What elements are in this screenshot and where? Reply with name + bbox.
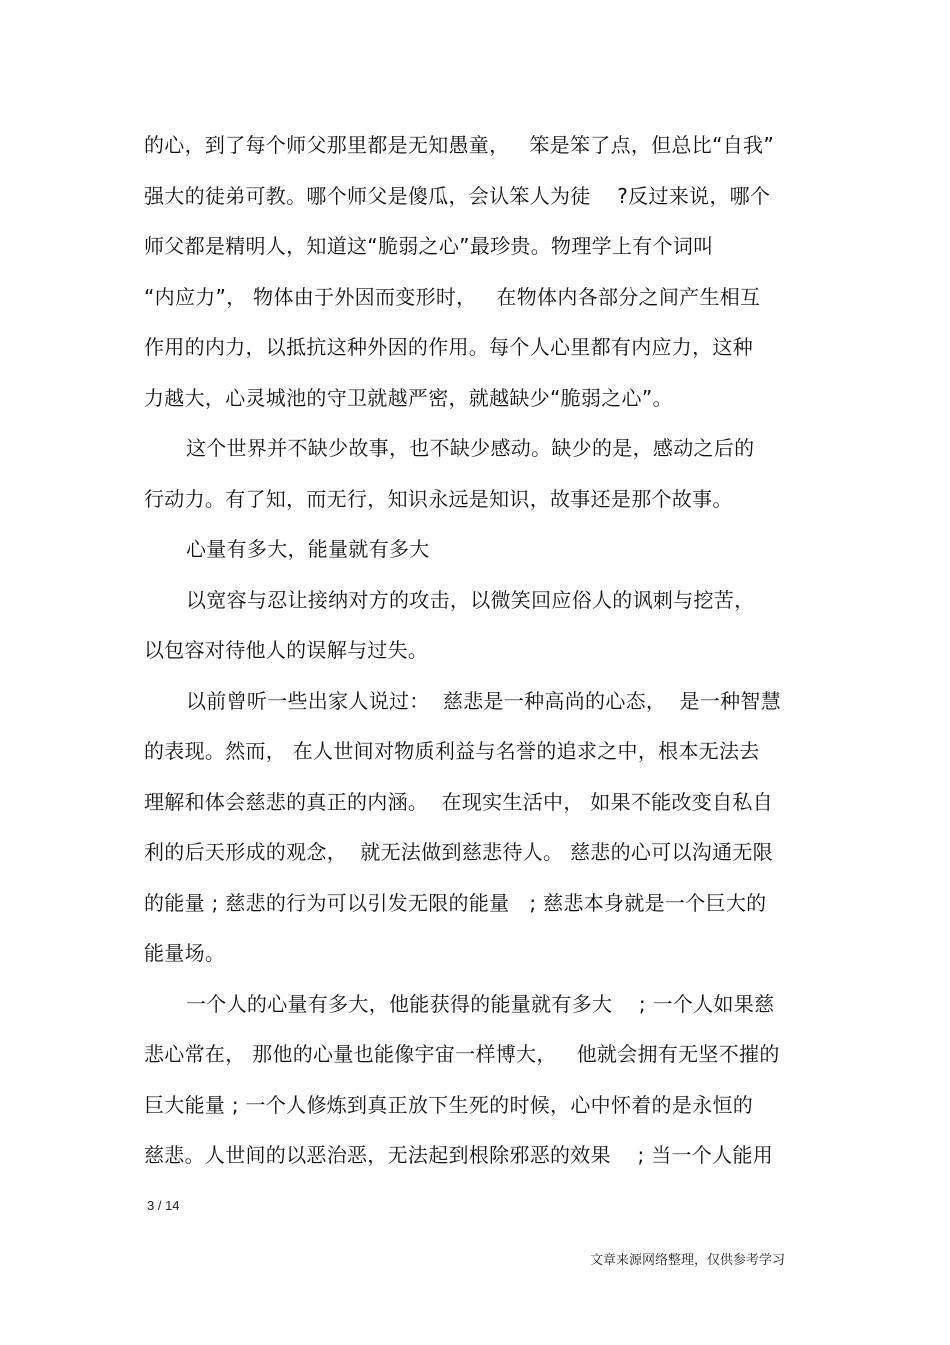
text-line: 行动力。有了知，而无行，知识永远是知识，故事还是那个故事。 (144, 486, 733, 511)
text-line: 以包容对待他人的误解与过失。 (144, 638, 429, 662)
text-line: 悲心常在， 那他的心量也能像宇宙一样博大， 他就会拥有无坚不摧的 (144, 1042, 780, 1066)
text-line: 这个世界并不缺少故事，也不缺少感动。缺少的是，感动之后的 (186, 436, 755, 460)
text-line: 巨大能量 ; 一个人修炼到真正放下生死的时候，心中怀着的是永恒的 (144, 1092, 754, 1117)
text-line: 以宽容与忍让接纳对方的攻击，以微笑回应俗人的讽刺与挖苦， (186, 587, 755, 612)
text-line: 的心，到了每个师父那里都是无知愚童， 笨是笨了点，但总比“自我” (144, 133, 774, 157)
text-line: 一个人的心量有多大，他能获得的能量就有多大 ; 一个人如果慈 (186, 991, 775, 1016)
text-line: 强大的徒弟可教。哪个师父是傻瓜，会认笨人为徒 ?反过来说，哪个 (144, 183, 771, 208)
body-text (144, 120, 814, 1181)
text-line: 利的后天形成的观念， 就无法做到慈悲待人。 慈悲的心可以沟通无限 (144, 840, 773, 864)
text-line: 理解和体会慈悲的真正的内涵。 在现实生活中， 如果不能改变自私自 (144, 789, 773, 814)
text-line: 的表现。然而， 在人世间对物质利益与名誉的追求之中，根本无法去 (144, 739, 760, 763)
text-line: 以前曾听一些出家人说过： 慈悲是一种高尚的心态， 是一种智慧 (186, 688, 782, 713)
text-line: 能量场。 (144, 941, 226, 965)
text-line: 慈悲。人世间的以恶治恶，无法起到根除邪恶的效果 ; 当一个人能用 (144, 1143, 774, 1167)
text-line: 心量有多大，能量就有多大 (186, 537, 430, 561)
text-line: 作用的内力，以抵抗这种外因的作用。每个人心里都有内应力，这种 (144, 335, 753, 359)
text-line: 师父都是精明人，知道这“脆弱之心”最珍贵。物理学上有个词叫 (144, 234, 714, 258)
text-line: “内应力”， 物体由于外因而变形时， 在物体内各部分之间产生相互 (144, 284, 761, 309)
text-line: 力越大，心灵城池的守卫就越严密，就越缺少“脆弱之心”。 (144, 385, 673, 410)
page-number: 3 / 14 (147, 1198, 180, 1213)
footer-note: 文章来源网络整理，仅供参考学习 (590, 1253, 786, 1268)
text-line: 的能量 ; 慈悲的行为可以引发无限的能量 ; 慈悲本身就是一个巨大的 (144, 890, 767, 915)
